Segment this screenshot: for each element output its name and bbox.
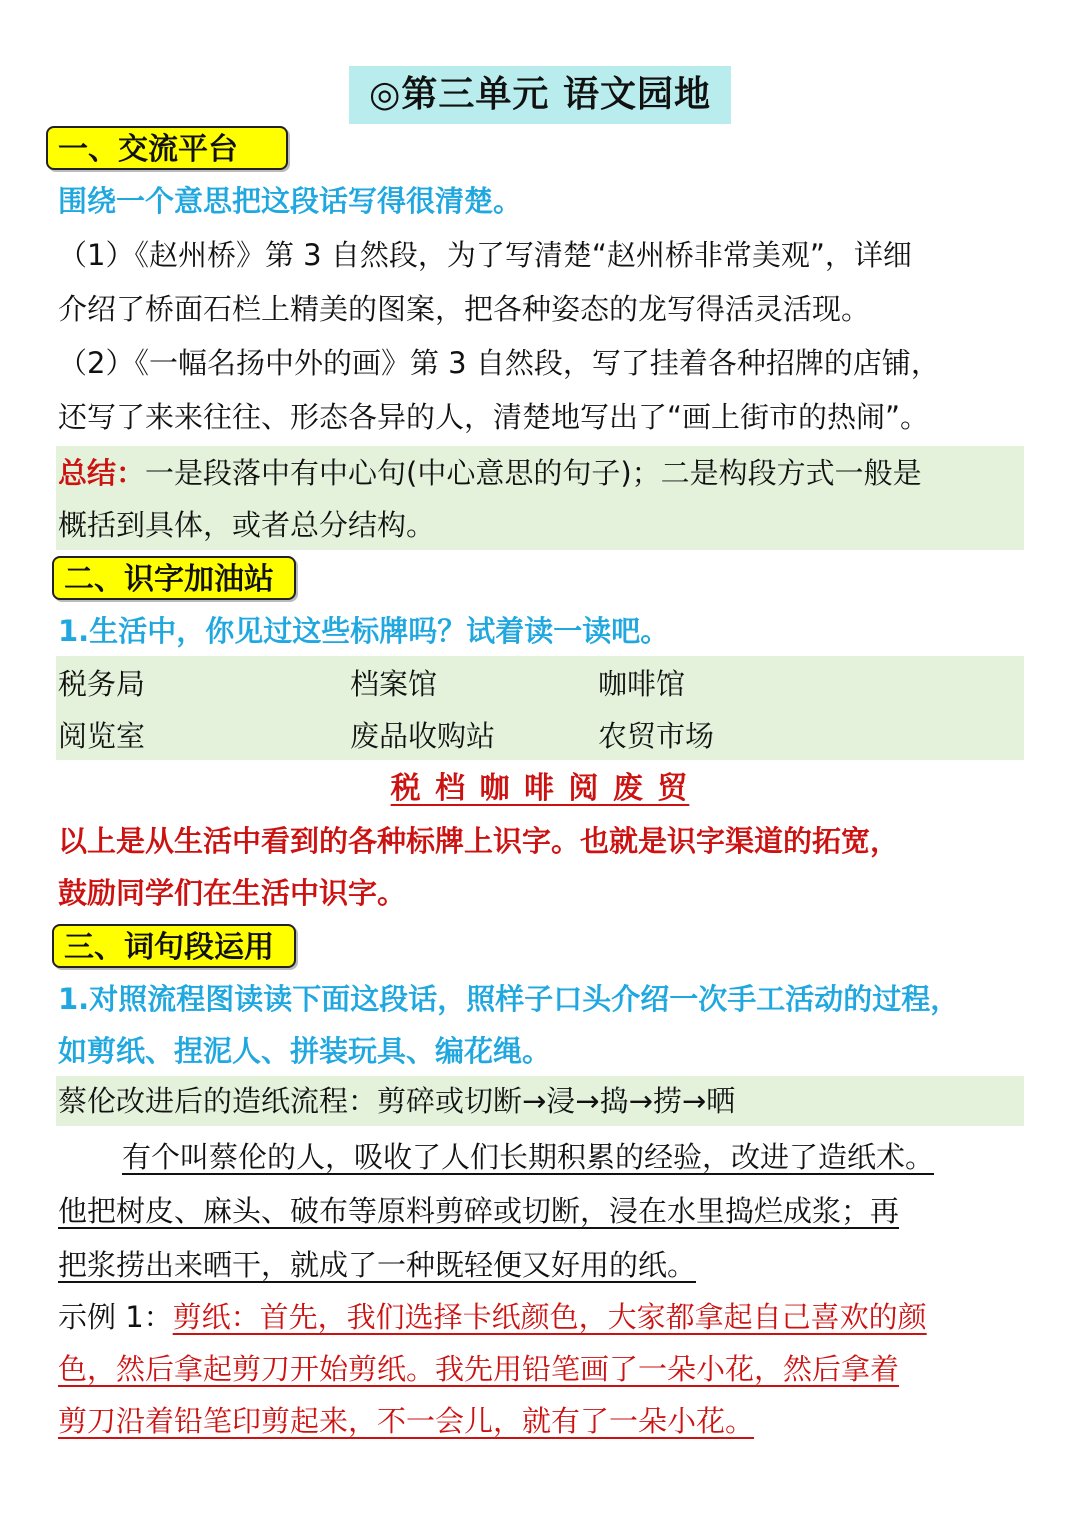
example-line bbox=[58, 1290, 927, 1344]
summary-text: 一是段落中有中心句(中心意思的句子)；二是构段方式一般是 bbox=[145, 456, 922, 490]
paragraph-line: （2）《一幅名扬中外的画》第 3 自然段，写了挂着各种招牌的店铺， bbox=[58, 346, 940, 380]
example-text: 剪纸：首先，我们选择卡纸颜色，大家都拿起自己喜欢的颜 bbox=[172, 1300, 927, 1334]
section2-prompt: 1.生活中，你见过这些标牌吗？试着读一读吧。 bbox=[58, 614, 670, 648]
section3-prompt: 如剪纸、捏泥人、拼装玩具、编花绳。 bbox=[58, 1034, 552, 1068]
note-line: 以上是从生活中看到的各种标牌上识字。也就是识字渠道的拓宽， bbox=[58, 824, 900, 858]
section1-prompt: 围绕一个意思把这段话写得很清楚。 bbox=[58, 184, 523, 218]
paragraph-line: （1）《赵州桥》第 3 自然段，为了写清楚“赵州桥非常美观”，详细 bbox=[58, 238, 912, 272]
signs-table bbox=[56, 656, 1024, 760]
page-title: ◎第三单元 语文园地 bbox=[349, 66, 731, 124]
section-heading-exchange: 一、交流平台 bbox=[46, 126, 288, 170]
sign-item: 农贸市场 bbox=[598, 719, 715, 753]
example-label: 示例 1： bbox=[58, 1300, 173, 1334]
paragraph-line: 有个叫蔡伦的人，吸收了人们长期积累的经验，改进了造纸术。 bbox=[122, 1140, 935, 1174]
note-line: 鼓励同学们在生活中识字。 bbox=[58, 876, 407, 910]
example-line: 色，然后拿起剪刀开始剪纸。我先用铅笔画了一朵小花，然后拿着 bbox=[58, 1352, 900, 1386]
paragraph-line: 还写了来来往往、形态各异的人，清楚地写出了“画上街市的热闹”。 bbox=[58, 400, 930, 434]
sign-item: 废品收购站 bbox=[350, 719, 496, 753]
example-line: 剪刀沿着铅笔印剪起来，不一会儿，就有了一朵小花。 bbox=[58, 1404, 755, 1438]
summary-line: 概括到具体，或者总分结构。 bbox=[58, 508, 436, 542]
sign-item: 档案馆 bbox=[350, 667, 438, 701]
section3-prompt: 1.对照流程图读读下面这段话，照样子口头介绍一次手工活动的过程， bbox=[58, 982, 960, 1016]
summary-line bbox=[58, 446, 922, 500]
summary-label: 总结： bbox=[58, 456, 146, 490]
new-characters-text: 税 档 咖 啡 阅 废 贸 bbox=[390, 771, 690, 806]
sign-item: 阅览室 bbox=[58, 719, 146, 753]
paragraph-line: 他把树皮、麻头、破布等原料剪碎或切断，浸在水里捣烂成浆；再 bbox=[58, 1194, 900, 1228]
section-heading-usage: 三、词句段运用 bbox=[52, 924, 296, 968]
sign-item: 税务局 bbox=[58, 667, 146, 701]
section-heading-literacy: 二、识字加油站 bbox=[52, 556, 296, 600]
sign-item: 咖啡馆 bbox=[598, 667, 686, 701]
paragraph-line: 把浆捞出来晒干，就成了一种既轻便又好用的纸。 bbox=[58, 1248, 697, 1282]
papermaking-flow: 蔡伦改进后的造纸流程：剪碎或切断→浸→捣→捞→晒 bbox=[58, 1084, 736, 1118]
new-characters bbox=[0, 762, 1080, 816]
paragraph-line: 介绍了桥面石栏上精美的图案，把各种姿态的龙写得活灵活现。 bbox=[58, 292, 871, 326]
